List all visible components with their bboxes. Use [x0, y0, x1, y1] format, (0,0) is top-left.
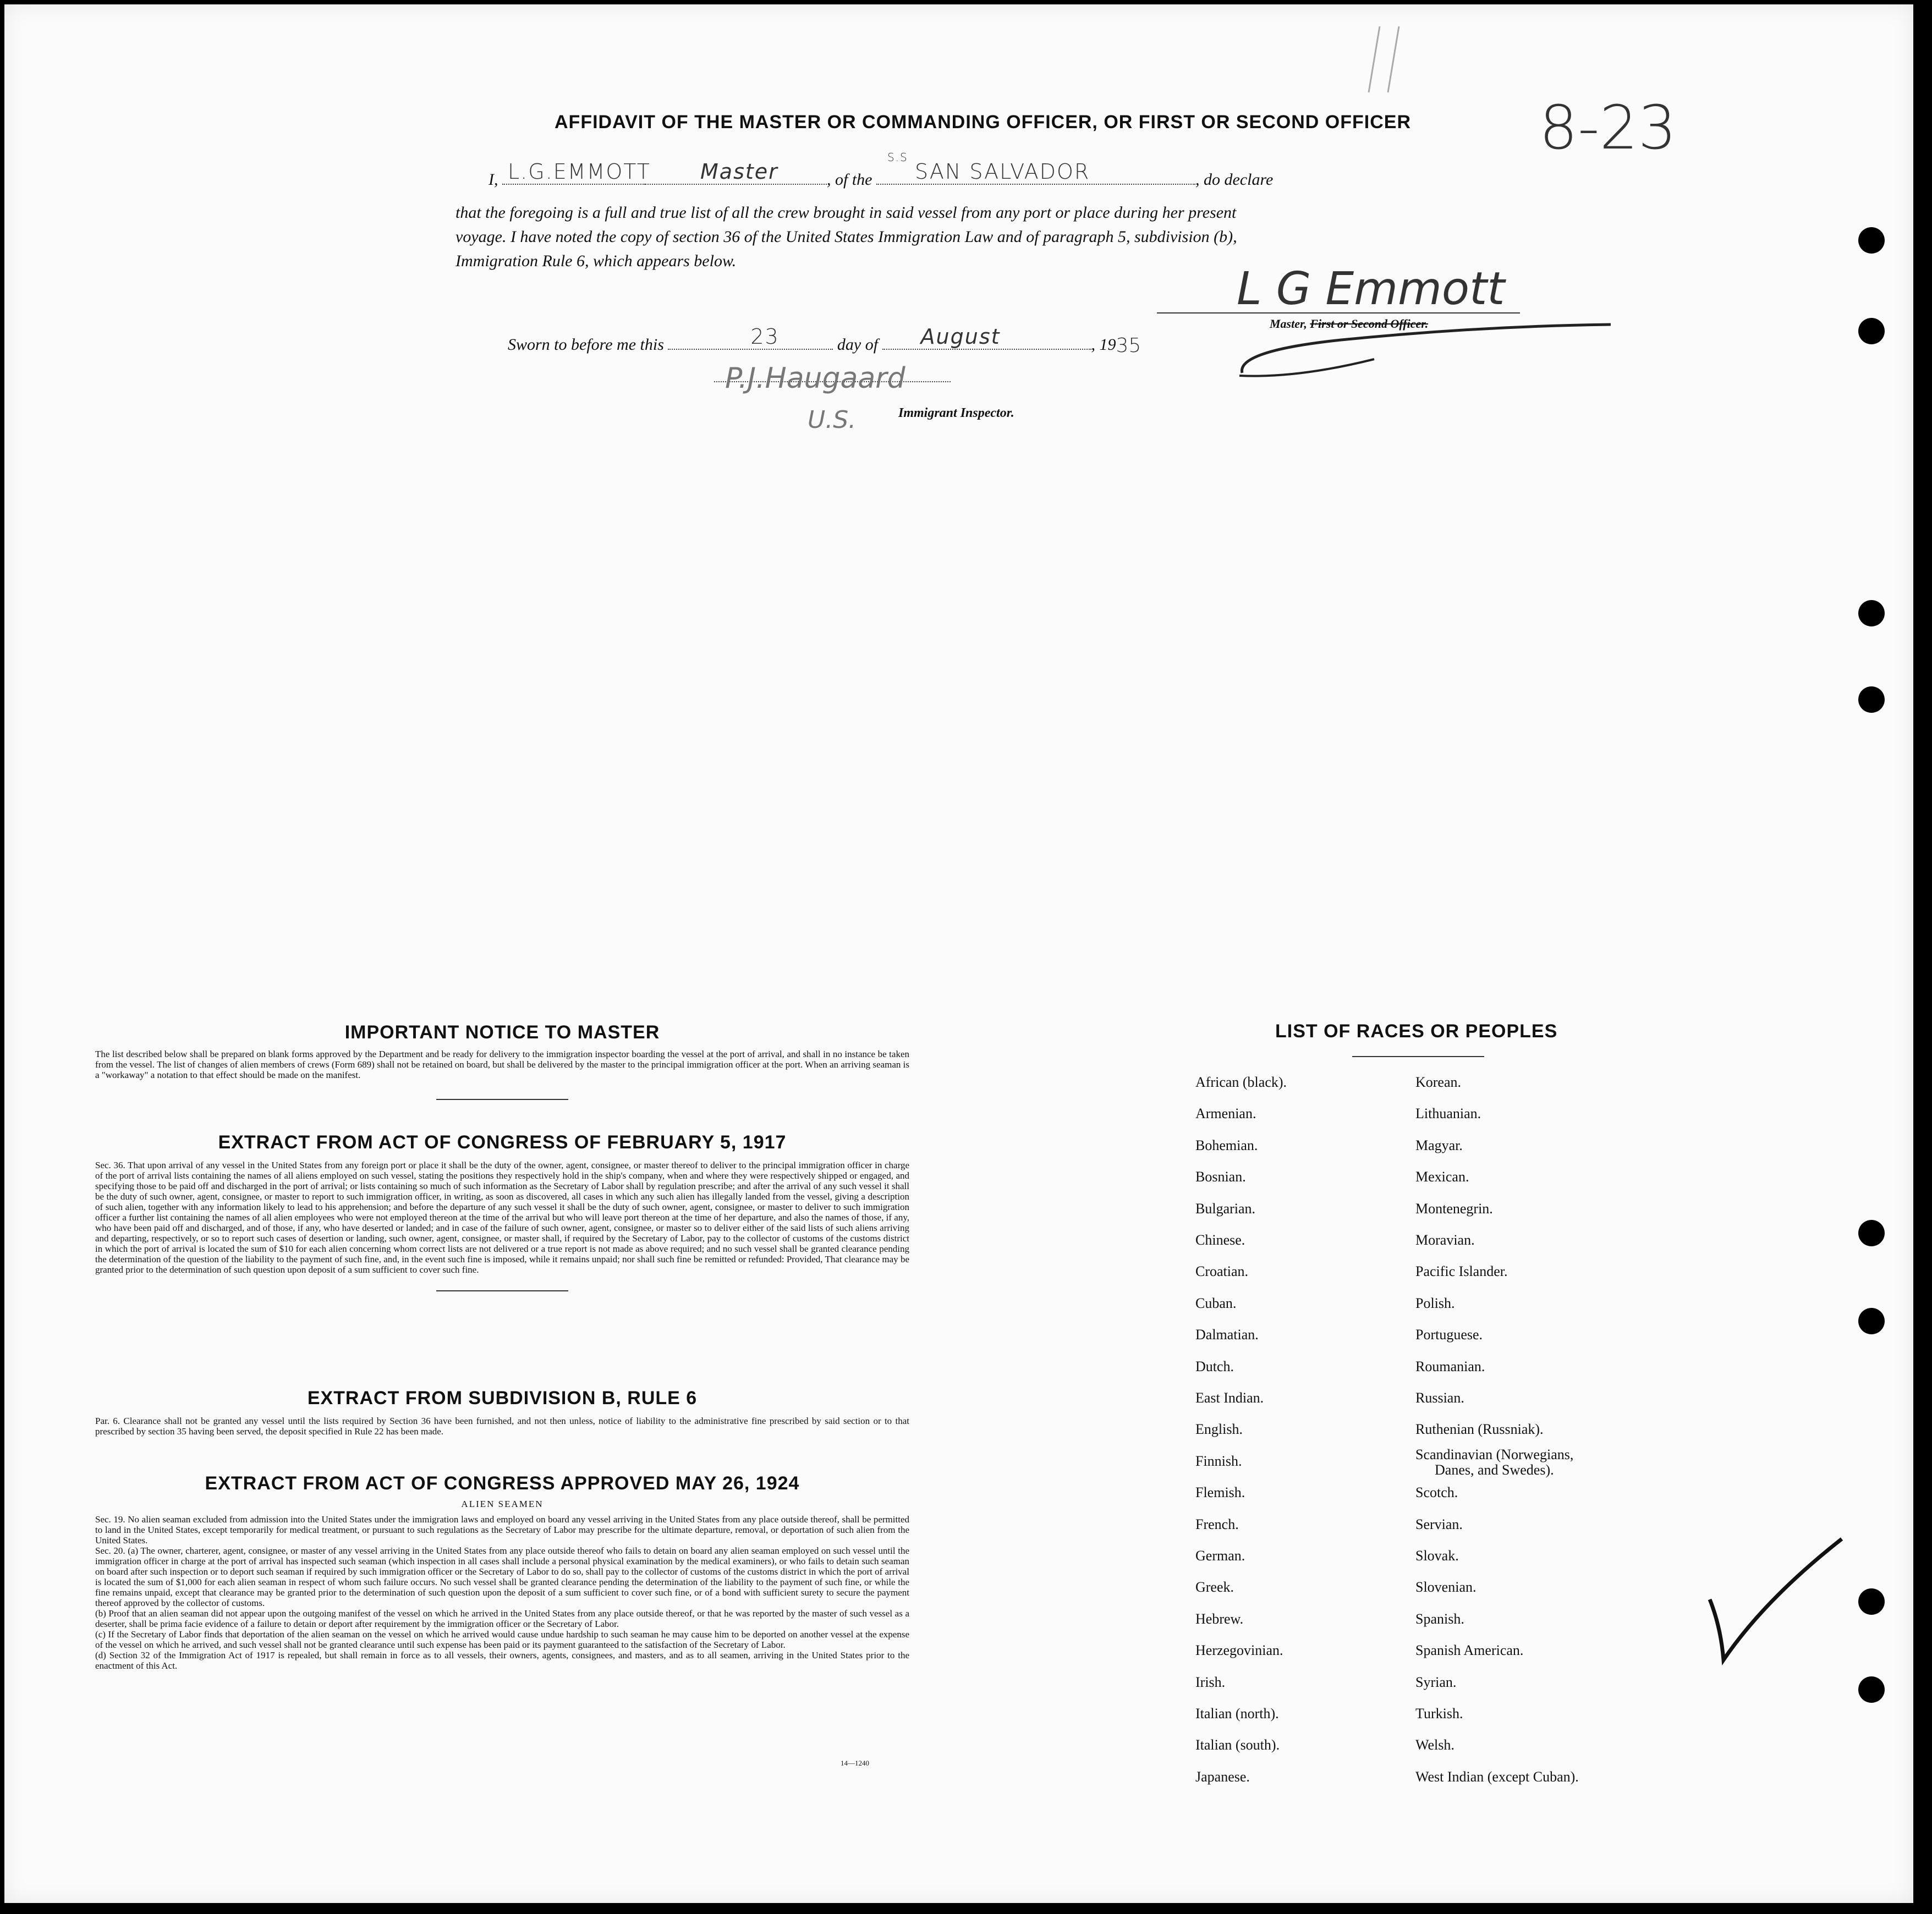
- race-item: Japanese.: [1195, 1769, 1250, 1785]
- race-item: Montenegrin.: [1415, 1201, 1493, 1217]
- punch-hole: [1858, 318, 1885, 344]
- sworn-day: 23: [750, 324, 780, 349]
- race-item: Dutch.: [1195, 1358, 1234, 1374]
- i-label: I,: [489, 170, 498, 189]
- handwritten-tick-mark: [1699, 1533, 1853, 1665]
- race-item: West Indian (except Cuban).: [1415, 1769, 1579, 1785]
- race-item: Spanish American.: [1415, 1642, 1524, 1658]
- race-item: Bulgarian.: [1195, 1201, 1256, 1217]
- race-item-continuation: Danes, and Swedes).: [1435, 1462, 1554, 1478]
- sworn-line: [508, 324, 1141, 357]
- signature-line: [1157, 312, 1520, 314]
- notice-title: IMPORTANT NOTICE TO MASTER: [344, 1022, 660, 1043]
- signature-flourish: [1231, 318, 1616, 384]
- races-title: LIST OF RACES OR PEOPLES: [1275, 1021, 1558, 1042]
- sworn-year: 35: [1116, 334, 1141, 357]
- race-item: Slovenian.: [1415, 1579, 1477, 1595]
- master-label-text: Master,: [1270, 317, 1307, 331]
- notice-section: [95, 1022, 909, 1100]
- master-rank: Master: [700, 160, 778, 184]
- race-item: Spanish.: [1415, 1611, 1464, 1627]
- race-item: Mexican.: [1415, 1169, 1469, 1185]
- sec-20c-text: (c) If the Secretary of Labor finds that deportation of the alien seaman on the vessel on which he arrived would cause undue hardship to such seaman he may cause him to be deported on another vessel at the expense of the vessel on which he arrived, and such vessel shall not be granted clearance until such expense has been paid or its payment guaranteed to the satisfaction of the Secretary of Labor.: [95, 1629, 909, 1650]
- divider: [436, 1099, 568, 1100]
- races-divider: [1352, 1056, 1484, 1057]
- do-declare-label: , do declare: [1195, 170, 1274, 189]
- inspector-label: Immigrant Inspector.: [898, 406, 1014, 420]
- race-item: Ruthenian (Russniak).: [1415, 1421, 1544, 1437]
- struck-officer-label: First or Second Officer.: [1310, 317, 1429, 331]
- vessel-name: SAN SALVADOR: [915, 160, 1090, 184]
- extract-1917-title: EXTRACT FROM ACT OF CONGRESS OF FEBRUARY 5, 1917: [218, 1132, 787, 1153]
- year-prefix: , 19: [1091, 336, 1116, 354]
- extract-rule6-section: [95, 1388, 909, 1437]
- race-item: Lithuanian.: [1415, 1106, 1481, 1121]
- handwritten-page-number: 8-23: [1539, 92, 1677, 163]
- rank-field: [645, 160, 827, 185]
- race-item: Roumanian.: [1415, 1358, 1485, 1374]
- race-item: African (black).: [1195, 1074, 1287, 1090]
- race-item: Bosnian.: [1195, 1169, 1246, 1185]
- extract-1917-section: [95, 1132, 909, 1291]
- race-item: Scandinavian (Norwegians,: [1415, 1447, 1574, 1462]
- declaration-line-2: that the foregoing is a full and true list of all the crew brought in said vessel from any port or place during her present: [455, 204, 1237, 222]
- declaration-line-3: voyage. I have noted the copy of section 36 of the United States Immigration Law and of paragraph 5, subdivision (b),: [455, 228, 1237, 246]
- document-page: [4, 4, 1913, 1903]
- extract-1924-section: [95, 1473, 909, 1671]
- race-item: Dalmatian.: [1195, 1327, 1259, 1343]
- race-item: Pacific Islander.: [1415, 1263, 1508, 1279]
- of-the-label: , of the: [827, 170, 872, 189]
- race-item: English.: [1195, 1421, 1243, 1437]
- vessel-field: [876, 151, 1195, 185]
- race-item: Slovak.: [1415, 1548, 1459, 1564]
- race-item: Greek.: [1195, 1579, 1234, 1595]
- race-item: Irish.: [1195, 1674, 1226, 1690]
- race-item: Chinese.: [1195, 1232, 1245, 1248]
- sworn-label: Sworn to before me this: [508, 336, 664, 354]
- declaration-line-1: [489, 151, 1274, 189]
- sworn-month: August: [920, 324, 1001, 349]
- race-item: German.: [1195, 1548, 1245, 1564]
- race-item: Scotch.: [1415, 1484, 1458, 1500]
- race-item: East Indian.: [1195, 1390, 1264, 1406]
- race-item: Herzegovinian.: [1195, 1642, 1283, 1658]
- punch-hole: [1858, 227, 1885, 254]
- master-name: L.G.EMMOTT: [508, 160, 651, 184]
- sec-20d-text: (d) Section 32 of the Immigration Act of 1917 is repealed, but shall remain in force as to all vessels, their owners, agents, consignees, and masters, and as to all seamen, arriving in the United States prior to the enactment of this Act.: [95, 1650, 909, 1671]
- vessel-prefix: S.S: [887, 151, 908, 164]
- punch-hole: [1858, 1588, 1885, 1615]
- form-number: 14—1240: [841, 1759, 869, 1767]
- punch-hole: [1858, 1676, 1885, 1703]
- race-item: Italian (south).: [1195, 1737, 1280, 1753]
- race-item: Welsh.: [1415, 1737, 1455, 1753]
- extract-rule6-text: Par. 6. Clearance shall not be granted any vessel until the lists required by Section 36 have been furnished, and not then unless, notice of liability to the administrative fine prescribed by said section or to that prescribed by section 35 having been served, the deposit specified in Rule 22 has been made.: [95, 1416, 909, 1437]
- sec-19-text: Sec. 19. No alien seaman excluded from admission into the United States under the immigration laws and employed on board any vessel arriving in the United States from any place outside thereof, shall be permitted to land in the United States, except temporarily for medical treatment, or pursuant to such regulations as the Secretary of Labor may prescribe for the ultimate departure, removal, or deportation of such alien from the United States.: [95, 1514, 909, 1546]
- race-item: Turkish.: [1415, 1706, 1463, 1722]
- race-item: Magyar.: [1415, 1137, 1463, 1153]
- sec-20b-text: (b) Proof that an alien seaman did not appear upon the outgoing manifest of the vessel on which he arrived in the United States from any place outside thereof, or that he was reported by the master of such vessel as a deserter, shall be prima facie evidence of a failure to detain or deport after requirement by the immigration officer or the Secretary of Labor.: [95, 1608, 909, 1629]
- sec-20a-text: Sec. 20. (a) The owner, charterer, agent, consignee, or master of any vessel arriving in the United States from any place outside thereof who fails to detain on board any alien seaman employed on such vessel until the immigration officer in charge at the port of arrival has inspected such seaman (which inspection in all cases shall include a personal physical examination by the medical examiners), or who fails to detain such seaman on board after such inspection or to deport such seaman if required by such immigration officer or the Secretary of Labor to do so, shall pay to the collector of customs of the customs district in which the port of arrival is located the sum of $1,000 for each alien seaman in respect of whom such failure occurs. No such vessel shall be granted clearance pending the determination of the liability to the payment of such fine, or while the fine remains unpaid, except that clearance may be granted prior to the determination of such question upon the deposit of a sum sufficient to cover such fine, or of a bond with sufficient surety to secure the payment thereof approved by the collector of customs.: [95, 1546, 909, 1608]
- punch-hole: [1858, 1220, 1885, 1246]
- race-item: French.: [1195, 1516, 1239, 1532]
- race-item: Moravian.: [1415, 1232, 1475, 1248]
- alien-seamen-subtitle: ALIEN SEAMEN: [461, 1499, 544, 1509]
- master-name-field: [502, 160, 651, 185]
- extract-1924-title: EXTRACT FROM ACT OF CONGRESS APPROVED MAY 26, 1924: [205, 1473, 800, 1494]
- race-item: Finnish.: [1195, 1453, 1242, 1469]
- punch-hole: [1858, 686, 1885, 713]
- declaration-line-4: Immigration Rule 6, which appears below.: [455, 252, 737, 270]
- pencil-mark: [1347, 21, 1413, 98]
- race-item: Korean.: [1415, 1074, 1462, 1090]
- divider: [436, 1290, 568, 1291]
- punch-hole: [1858, 600, 1885, 626]
- race-item: Portuguese.: [1415, 1327, 1483, 1343]
- punch-hole: [1858, 1308, 1885, 1334]
- inspector-prefix: U.S.: [808, 406, 857, 434]
- extract-1917-text: Sec. 36. That upon arrival of any vessel in the United States from any foreign port or place it shall be the duty of the owner, agent, consignee, or master thereof to deliver to the principal immigration officer in charge of the port of arrival lists containing the names of all aliens employed on such vessel, stating the positions they respectively hold in the ship's company, when and where they were respectively shipped or engaged, and specifying those to be paid off and discharged in the port of arrival; or lists containing so much of such information as the Secretary of Labor shall by regulation prescribe; and after the arrival of any such vessel it shall be the duty of such owner, agent, consignee, or master to report to such immigration officer, in writing, as soon as discovered, all cases in which any such alien has illegally landed from the vessel, giving a description of such alien, together with any information likely to lead to his apprehension; and before the departure of any such vessel it shall be the duty of such owner, agent, consignee, or master to deliver to such immigration officer a further list containing the names of all alien employees who were not employed thereon at the time of the arrival but who will leave port thereon at the time of her departure, and also the names of those, if any, who have been paid off and discharged, and of those, if any, who have deserted or landed; and in case of the failure of such owner, agent, consignee, or master so to deliver either of the said lists of such aliens arriving and departing, respectively, or so to report such cases of desertion or landing, such owner, agent, consignee, or master shall, if required by the Secretary of Labor, pay to the collector of customs of the customs district in which the port of arrival is located the sum of $10 for each alien concerning whom correct lists are not delivered or a true report is not made as above required; and no such vessel shall be granted clearance pending the determination of the question of the liability to the payment of such fine, and, in the event such fine is imposed, while it remains unpaid; nor shall such fine be remitted or refunded: Provided, That clearance may be granted prior to the determination of such question upon deposit of a sum sufficient to cover such fine.: [95, 1160, 909, 1275]
- notice-text: The list described below shall be prepared on blank forms approved by the Department and be ready for delivery to the immigration inspector boarding the vessel at the port of arrival, and shall in no instance be taken from the vessel. The list of changes of alien members of crews (Form 689) shall not be retained on board, but shall be delivered by the master to the principal immigration officer at the port. When an arriving seaman is a "workaway" a notation to that effect should be made on the manifest.: [95, 1049, 909, 1080]
- day-field: [668, 324, 833, 350]
- inspector-signature: P.J.Haugaard: [725, 362, 905, 395]
- race-item: Flemish.: [1195, 1484, 1245, 1500]
- race-item: Armenian.: [1195, 1106, 1256, 1121]
- affidavit-title: AFFIDAVIT OF THE MASTER OR COMMANDING OFFICER, OR FIRST OR SECOND OFFICER: [555, 112, 1411, 133]
- extract-rule6-title: EXTRACT FROM SUBDIVISION B, RULE 6: [307, 1388, 698, 1409]
- race-item: Russian.: [1415, 1390, 1464, 1406]
- race-item: Servian.: [1415, 1516, 1463, 1532]
- race-item: Italian (north).: [1195, 1706, 1279, 1722]
- race-item: Syrian.: [1415, 1674, 1457, 1690]
- month-field: [882, 324, 1091, 350]
- race-item: Polish.: [1415, 1295, 1455, 1311]
- day-of-label: day of: [837, 336, 879, 354]
- race-item: Bohemian.: [1195, 1137, 1258, 1153]
- race-item: Cuban.: [1195, 1295, 1237, 1311]
- master-signature: L G Emmott: [1237, 263, 1505, 315]
- race-item: Croatian.: [1195, 1263, 1249, 1279]
- race-item: Hebrew.: [1195, 1611, 1244, 1627]
